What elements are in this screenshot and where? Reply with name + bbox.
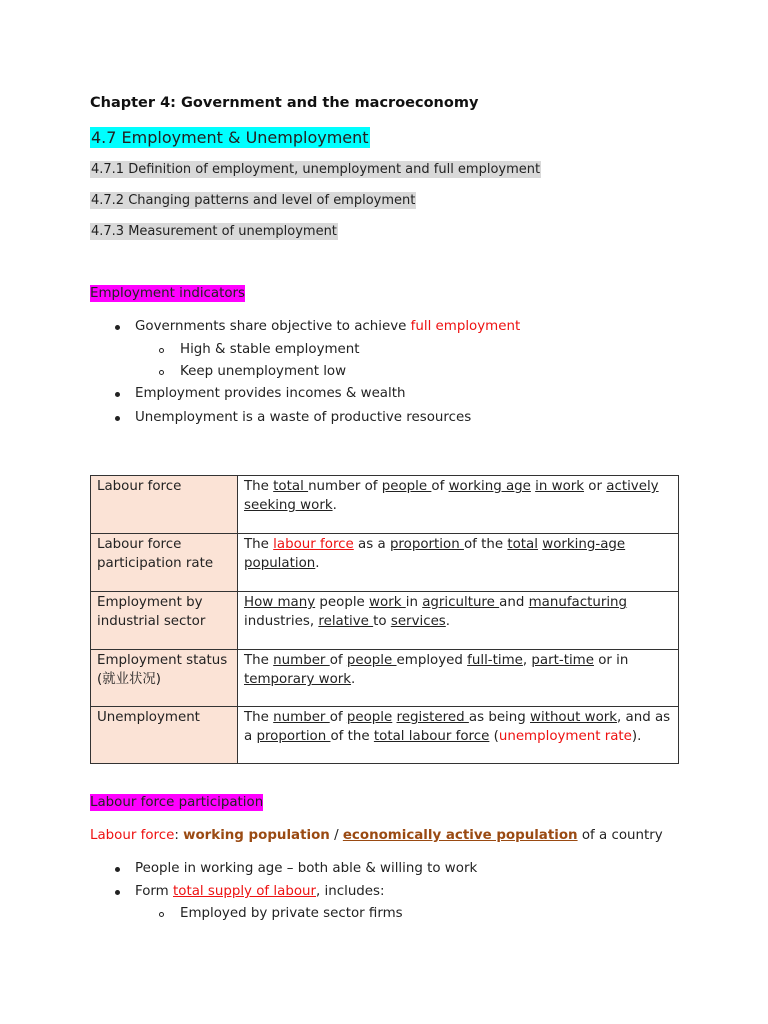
table-desc-cell <box>238 592 679 650</box>
table-row <box>91 650 679 707</box>
table-term-cell: Employment status (就业状况) <box>91 650 238 707</box>
desc-segment: number of <box>308 479 382 494</box>
desc-segment: , <box>522 653 532 668</box>
employment-indicators-heading <box>90 286 245 301</box>
table-term-cell: Unemployment <box>91 707 238 764</box>
desc-segment: or in <box>593 653 629 668</box>
desc-segment: part-time <box>531 653 594 668</box>
desc-segment: of the <box>330 729 374 744</box>
desc-segment: as a <box>353 537 390 552</box>
desc-segment: The <box>244 653 274 668</box>
table-desc-cell <box>238 650 679 707</box>
definition-suffix: of a country <box>577 828 663 843</box>
desc-segment: , and as a <box>244 710 671 744</box>
desc-segment: registered <box>396 710 469 725</box>
table-desc-cell <box>238 534 679 592</box>
list-item <box>135 319 520 334</box>
table-row <box>91 707 679 764</box>
desc-segment: people <box>381 479 432 494</box>
desc-segment: in work <box>535 479 585 494</box>
desc-segment: full-time <box>467 653 523 668</box>
desc-segment: in <box>405 595 423 610</box>
desc-segment: temporary work <box>244 672 352 687</box>
desc-segment: number <box>273 710 330 725</box>
circle-bullet-icon <box>159 912 164 917</box>
employment-indicators-heading-text: Employment indicators <box>90 286 246 301</box>
table-desc-cell <box>238 476 679 534</box>
desc-segment: of the <box>463 537 508 552</box>
section-title <box>90 128 370 147</box>
desc-segment: people <box>346 710 393 725</box>
desc-segment: number <box>273 653 330 668</box>
list-item-suffix: , includes: <box>316 884 385 899</box>
desc-segment: work <box>369 595 406 610</box>
desc-segment: total <box>507 537 538 552</box>
subsection-1-text: 4.7.1 Definition of employment, unemployment and full employment <box>91 162 541 177</box>
sub-list-item: Employed by private sector firms <box>180 906 403 921</box>
list-item: Employment provides incomes & wealth <box>135 386 406 401</box>
desc-segment: working-age population <box>244 537 626 571</box>
bullet-icon <box>115 890 120 895</box>
desc-segment: total labour force <box>373 729 490 744</box>
list-item-text: Governments share objective to achieve <box>135 319 411 334</box>
definition-part-2: economically active population <box>342 828 578 843</box>
labour-force-definition <box>90 828 663 843</box>
chapter-title: Chapter 4: Government and the macroeconomy <box>90 95 479 111</box>
bullet-icon <box>115 325 120 330</box>
circle-bullet-icon <box>159 370 164 375</box>
desc-segment: industries, <box>244 614 319 629</box>
section-title-text: 4.7 Employment & Unemployment <box>91 128 369 147</box>
bullet-icon <box>115 867 120 872</box>
desc-segment: employed <box>396 653 468 668</box>
subsection-3 <box>90 224 338 239</box>
desc-segment: and <box>499 595 529 610</box>
table-row <box>91 534 679 592</box>
desc-segment: . <box>332 498 337 513</box>
desc-segment: or <box>584 479 607 494</box>
desc-segment: The <box>244 537 274 552</box>
desc-segment: of <box>431 479 449 494</box>
labour-force-participation-heading <box>90 795 263 810</box>
list-item-prefix: Form <box>135 884 173 899</box>
desc-segment: labour force <box>273 537 354 552</box>
desc-segment: proportion <box>256 729 331 744</box>
bullet-icon <box>115 392 120 397</box>
table-term-cell: Employment by industrial sector <box>91 592 238 650</box>
definition-separator: / <box>329 828 343 843</box>
labour-force-participation-heading-text: Labour force participation <box>90 795 264 810</box>
desc-segment: without work <box>530 710 618 725</box>
desc-segment: ( <box>489 729 499 744</box>
desc-segment: agriculture <box>422 595 500 610</box>
sub-list-item: Keep unemployment low <box>180 364 347 379</box>
desc-segment: working age <box>448 479 531 494</box>
desc-segment: to <box>373 614 391 629</box>
desc-segment: actively seeking work <box>244 479 659 513</box>
list-item <box>135 884 385 899</box>
desc-segment: relative <box>318 614 374 629</box>
desc-segment: people <box>315 595 370 610</box>
bullet-icon <box>115 416 120 421</box>
list-item: Unemployment is a waste of productive resources <box>135 410 472 425</box>
definitions-table <box>90 475 679 764</box>
sub-list-item: High & stable employment <box>180 342 360 357</box>
circle-bullet-icon <box>159 348 164 353</box>
subsection-2 <box>90 193 416 208</box>
list-item: People in working age – both able & willing to work <box>135 861 478 876</box>
definition-term: Labour force <box>90 828 175 843</box>
desc-segment: The <box>244 710 274 725</box>
full-employment-highlight: full employment <box>410 319 521 334</box>
desc-segment: services <box>390 614 446 629</box>
table-row <box>91 476 679 534</box>
table-term-cell: Labour force participation rate <box>91 534 238 592</box>
definition-part-1: working population <box>183 828 330 843</box>
desc-segment: of <box>329 653 347 668</box>
subsection-2-text: 4.7.2 Changing patterns and level of employment <box>91 193 416 208</box>
desc-segment: as being <box>468 710 531 725</box>
desc-segment: unemployment rate <box>498 729 632 744</box>
desc-segment: . <box>445 614 451 629</box>
desc-segment: The <box>244 479 274 494</box>
table-row <box>91 592 679 650</box>
desc-segment: total <box>273 479 309 494</box>
desc-segment: ). <box>631 729 642 744</box>
definition-colon: : <box>174 828 184 843</box>
table-term-cell: Labour force <box>91 476 238 534</box>
table-desc-cell <box>238 707 679 764</box>
desc-segment: . <box>351 672 356 687</box>
desc-segment: proportion <box>389 537 464 552</box>
desc-segment: people <box>346 653 397 668</box>
subsection-1 <box>90 162 541 177</box>
total-supply-highlight: total supply of labour <box>173 884 317 899</box>
desc-segment: manufacturing <box>528 595 628 610</box>
desc-segment: How many <box>244 595 316 610</box>
desc-segment: of <box>329 710 347 725</box>
desc-segment: . <box>315 556 320 571</box>
subsection-3-text: 4.7.3 Measurement of unemployment <box>91 224 337 239</box>
